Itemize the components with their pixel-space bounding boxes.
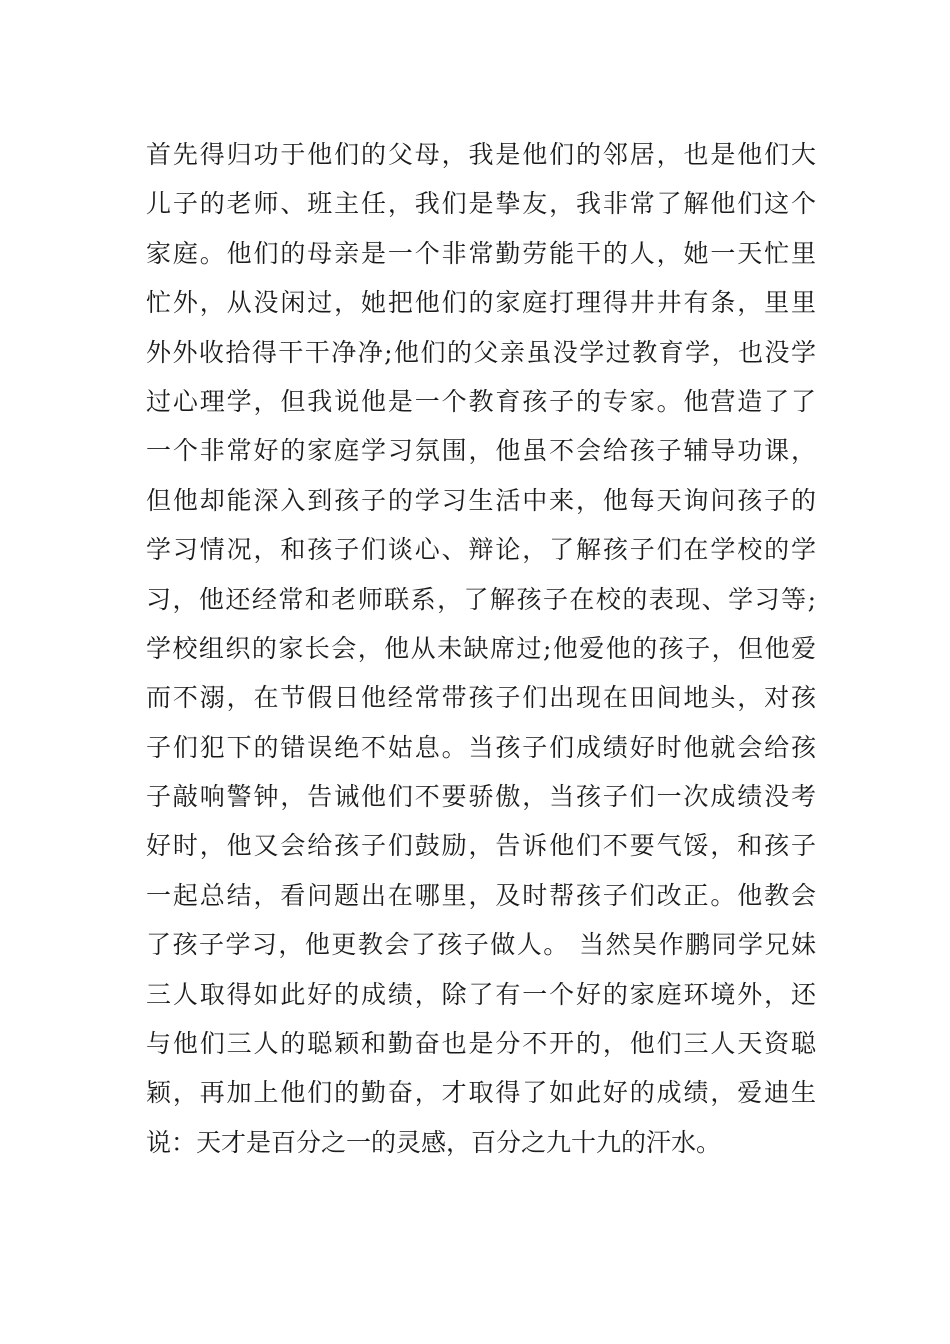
- text-line: 说：天才是百分之一的灵感，百分之九十九的汗水。: [146, 1127, 722, 1157]
- text-line: 儿子的老师、班主任，我们是挚友，我非常了解他们这个: [146, 189, 816, 219]
- body-paragraph: [146, 130, 816, 1167]
- text-line: 颖，再加上他们的勤奋，才取得了如此好的成绩，爱迪生: [146, 1078, 816, 1108]
- text-line: 子敲响警钟，告诫他们不要骄傲，当孩子们一次成绩没考: [146, 782, 816, 812]
- text-line: 首先得归功于他们的父母，我是他们的邻居，也是他们大: [146, 140, 816, 169]
- text-line: 三人取得如此好的成绩，除了有一个好的家庭环境外，还: [146, 979, 816, 1009]
- text-line: 一起总结，看问题出在哪里，及时帮孩子们改正。他教会: [146, 880, 816, 910]
- text-line: 了孩子学习，他更教会了孩子做人。 当然吴作鹏同学兄妹: [146, 930, 816, 960]
- text-line: 忙外，从没闲过，她把他们的家庭打理得井井有条，里里: [146, 288, 816, 318]
- text-line: 学习情况，和孩子们谈心、辩论，了解孩子们在学校的学: [146, 535, 816, 565]
- text-line: 子们犯下的错误绝不姑息。当孩子们成绩好时他就会给孩: [146, 732, 816, 762]
- text-line: 好时，他又会给孩子们鼓励，告诉他们不要气馁，和孩子: [146, 831, 816, 861]
- text-line: 一个非常好的家庭学习氛围，他虽不会给孩子辅导功课，: [146, 436, 816, 466]
- text-line: 外外收拾得干干净净;他们的父亲虽没学过教育学，也没学: [146, 337, 816, 367]
- text-line: 学校组织的家长会，他从未缺席过;他爱他的孩子，但他爱: [146, 633, 816, 663]
- text-line: 与他们三人的聪颖和勤奋也是分不开的，他们三人天资聪: [146, 1029, 816, 1059]
- text-line: 过心理学，但我说他是一个教育孩子的专家。他营造了了: [146, 386, 816, 416]
- text-line: 家庭。他们的母亲是一个非常勤劳能干的人，她一天忙里: [146, 238, 816, 268]
- text-line: 而不溺，在节假日他经常带孩子们出现在田间地头，对孩: [146, 683, 816, 713]
- text-line: 但他却能深入到孩子的学习生活中来，他每天询问孩子的: [146, 485, 816, 515]
- text-line: 习，他还经常和老师联系，了解孩子在校的表现、学习等;: [146, 584, 816, 614]
